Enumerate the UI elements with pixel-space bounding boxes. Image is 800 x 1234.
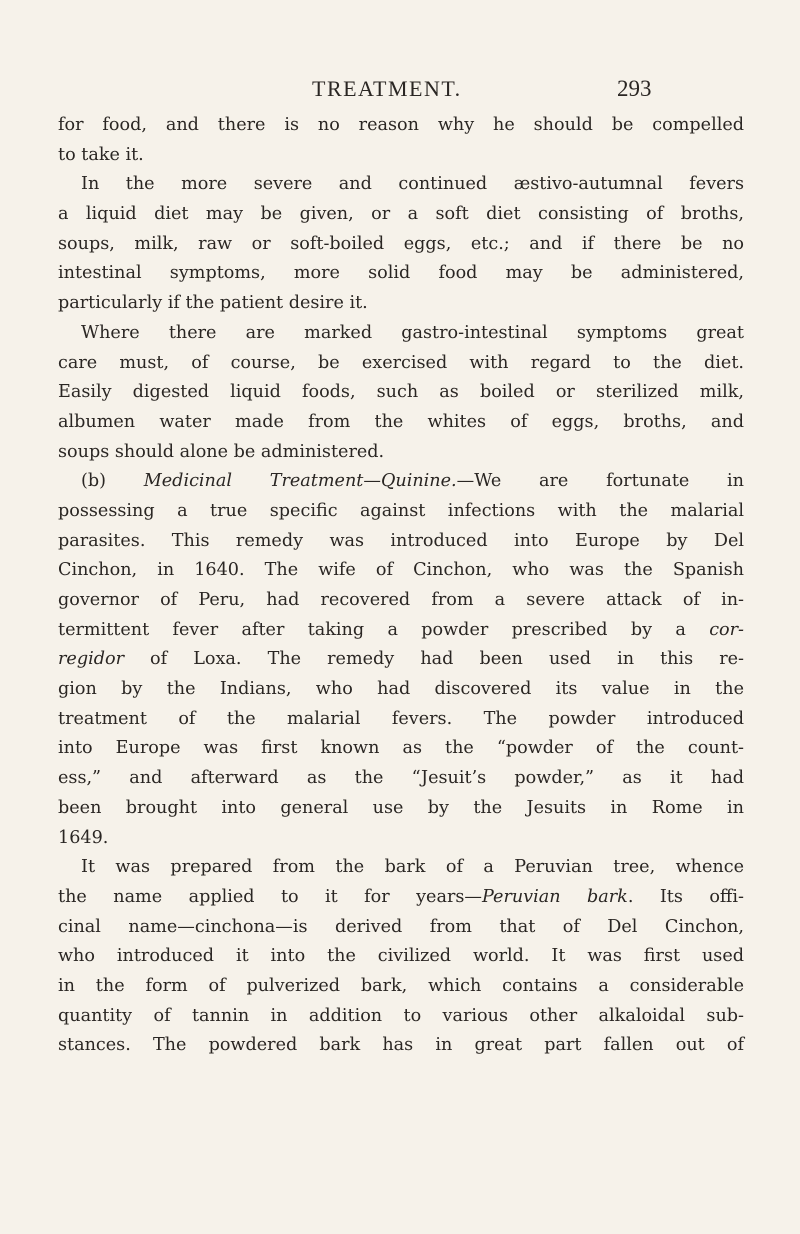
paragraph-first-line: It was prepared from the bark of a Peruvian tree, whence	[81, 857, 744, 878]
running-title: TREATMENT.	[312, 76, 462, 101]
text-line: governor of Peru, had recovered from a severe attack of in-	[58, 590, 744, 610]
italic-term: Peruvian bark	[481, 886, 628, 907]
italic-term: regidor	[58, 649, 124, 670]
text-line: quantity of tannin in addition to various other alkaloidal sub-	[58, 1005, 744, 1026]
text-line: 1649.	[58, 827, 109, 848]
text-line: albumen water made from the whites of eggs, broths, and	[58, 411, 744, 432]
text-segment: the name applied to it for years—	[58, 886, 482, 907]
section-prefix: (b)	[81, 471, 106, 492]
paragraph-first-line: In the more severe and continued æstivo-autumnal fevers	[81, 174, 744, 195]
text-segment: of Loxa. The remedy had been used in this re-	[123, 649, 744, 670]
text-line: intestinal symptoms, more solid food may be administered,	[58, 263, 744, 284]
section-heading-tail: —We are fortunate in	[456, 471, 745, 492]
text-line: parasites. This remedy was introduced into Europe by Del	[58, 530, 744, 551]
text-line: possessing a true specific against infections with the malarial	[58, 500, 744, 521]
text-line: cinal name—cinchona—is derived from that of Del Cinchon,	[58, 916, 744, 937]
text-line: for food, and there is no reason why he should be compelled	[58, 115, 744, 135]
text-line: been brought into general use by the Jesuits in Rome in	[58, 797, 744, 818]
text-line-peruvian	[58, 883, 744, 913]
text-line: gion by the Indians, who had discovered its value in the	[58, 679, 744, 700]
text-line: Easily digested liquid foods, such as boiled or sterilized milk,	[58, 382, 744, 403]
text-line: ess,” and afterward as the “Jesuit’s powder,” as it had	[58, 768, 744, 789]
text-line: particularly if the patient desire it.	[58, 293, 368, 314]
section-heading-line	[58, 467, 744, 497]
text-line-loxa	[58, 645, 744, 675]
running-head	[0, 76, 800, 106]
section-heading: Medicinal Treatment—Quinine.	[143, 471, 457, 492]
text-line-corregidor	[58, 616, 744, 646]
text-segment: termittent fever after taking a powder prescribed by a	[58, 619, 710, 640]
text-line: into Europe was first known as the “powder of the count-	[58, 738, 744, 759]
paragraph-first-line: Where there are marked gastro-intestinal symptoms great	[81, 322, 744, 343]
italic-term: cor-	[709, 619, 744, 640]
text-line: who introduced it into the civilized world. It was first used	[58, 946, 744, 967]
page-number: 293	[617, 76, 652, 101]
text-line: in the form of pulverized bark, which contains a considerable	[58, 975, 744, 996]
text-line: Cinchon, in 1640. The wife of Cinchon, who was the Spanish	[58, 560, 744, 581]
text-line: soups, milk, raw or soft-boiled eggs, etc.; and if there be no	[58, 233, 744, 254]
text-line: stances. The powdered bark has in great part fallen out of	[58, 1035, 744, 1056]
text-line: to take it.	[58, 144, 144, 165]
text-line: care must, of course, be exercised with regard to the diet.	[58, 352, 744, 373]
text-line: a liquid diet may be given, or a soft diet consisting of broths,	[58, 204, 744, 225]
body-text	[58, 111, 744, 1061]
text-line: treatment of the malarial fevers. The powder introduced	[58, 708, 744, 729]
text-segment: . Its offi-	[627, 886, 744, 907]
text-line: soups should alone be administered.	[58, 441, 385, 462]
